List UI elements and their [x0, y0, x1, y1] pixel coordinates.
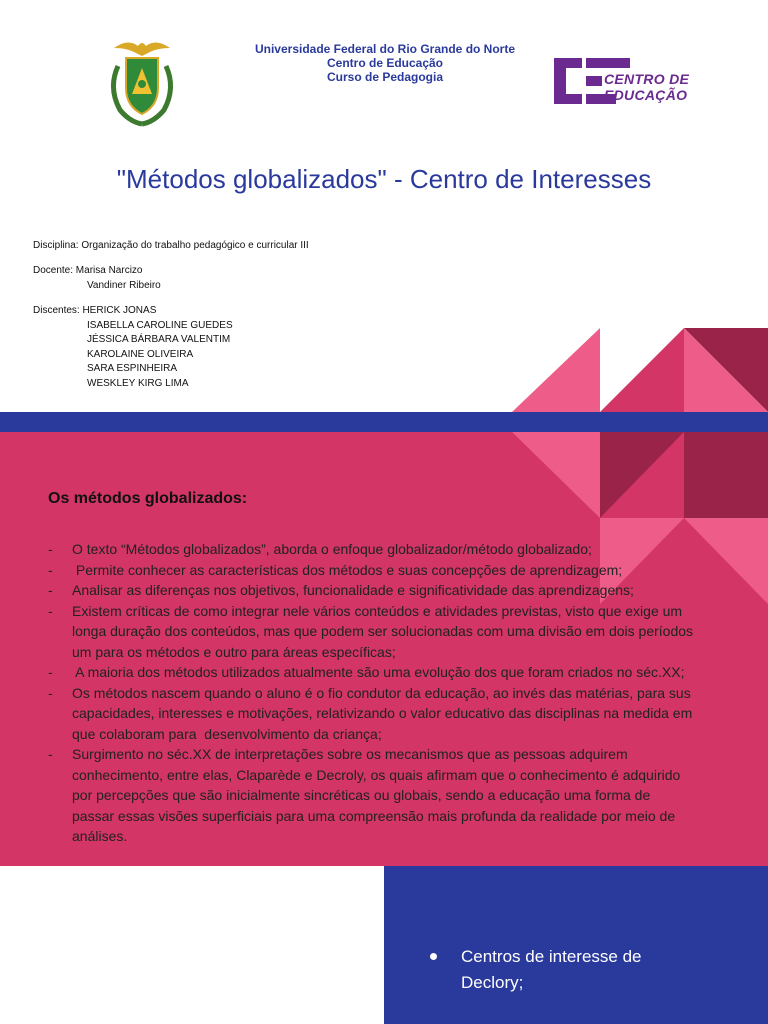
bullet-item-7: - Surgimento no séc.XX de interpretações sobre os mecanismos que as pessoas adquirem conhecimento, entre elas, Claparède e Decroly, os quais afirmam que o conhecimento é adquirido por percepções que são inicialmente sincréticas ou globais, sendo a educação uma forma de passar essas visões superficiais para uma compreensão mais profunda da realidade por meio de análises. — [48, 744, 748, 847]
bullet-line: conhecimento, entre elas, Claparède e Decroly, os quais afirmam que o conhecimento é adquirido — [72, 766, 681, 783]
bullet-item-4: - Existem críticas de como integrar nele vários conteúdos e atividades previstas, visto que exige um longa duração dos conteúdos, mas que podem ser solucionadas com uma divisão em dois períodos um para os métodos e outro para áreas específicas; — [48, 601, 748, 663]
docente-1: Docente: Marisa Narcizo — [33, 265, 143, 276]
discente-5: SARA ESPINHEIRA — [87, 363, 178, 374]
bullet-line: A maioria dos métodos utilizados atualmente são uma evolução dos que foram criados no séc.XX; — [72, 664, 685, 680]
bullet-line: O texto “Métodos globalizados”, aborda o enfoque globalizador/método globalizado; — [72, 541, 592, 557]
centros-line-1: Centros de interesse de — [461, 947, 642, 966]
bullet-line: um para os métodos e outro para áreas específicas; — [72, 643, 396, 660]
discentes-block — [33, 304, 233, 391]
bullet-dot-icon — [430, 953, 437, 960]
bullet-line: longa duração dos conteúdos, mas que podem ser solucionadas com uma divisão em dois períodos — [72, 623, 694, 639]
bullet-line: passar essas visões superficiais para uma compreensão mais profunda da realidade por meio de — [72, 807, 676, 824]
course-name: Curso de Pedagogia — [326, 70, 444, 84]
ce-logo-line-1: CENTRO DE — [604, 71, 690, 87]
bullet-item-1: - O texto “Métodos globalizados”, aborda o enfoque globalizador/método globalizado; — [48, 539, 748, 560]
bullet-list — [48, 539, 748, 847]
university-name: Universidade Federal do Rio Grande do Norte — [254, 42, 516, 56]
bullet-line: análises. — [72, 828, 128, 844]
bullet-line: que colaboram para desenvolvimento da criança; — [72, 725, 382, 742]
ce-logo-line-2: EDUCAÇÃO — [604, 87, 688, 103]
discente-1: Discentes: HERICK JONAS — [33, 305, 157, 316]
bullet-line: capacidades, interesses e motivações, relativizando o valor educativo das disciplinas na medida em — [72, 705, 693, 721]
bullet-item-3: - Analisar as diferenças nos objetivos, funcionalidade e significatividade das aprendizagens; — [48, 580, 748, 601]
centros-text — [461, 944, 721, 996]
centros-line-2: Declory; — [461, 973, 524, 992]
centro-educacao-logo-text — [604, 71, 689, 103]
discente-4: KAROLAINE OLIVEIRA — [87, 348, 194, 360]
university-crest-logo — [104, 36, 180, 128]
docente-2: Vandiner Ribeiro — [87, 279, 161, 291]
discente-2: ISABELLA CAROLINE GUEDES — [87, 319, 233, 331]
discente-6: WESKLEY KIRG LIMA — [87, 377, 189, 389]
page-title: "Métodos globalizados" - Centro de Interesses — [116, 164, 652, 194]
bullet-line: Surgimento no séc.XX de interpretações sobre os mecanismos que as pessoas adquirem — [72, 746, 628, 762]
bullet-line: por percepções que são inicialmente sincréticas ou globais, sendo a educação uma forma de — [72, 787, 651, 803]
center-name: Centro de Educação — [326, 56, 444, 70]
discente-3: JÉSSICA BÁRBARA VALENTIM — [87, 334, 231, 345]
bullet-line: Analisar as diferenças nos objetivos, funcionalidade e significatividade das aprendizagens; — [72, 582, 634, 598]
bullet-line: Permite conhecer as características dos métodos e suas concepções de aprendizagem; — [72, 561, 623, 578]
bullet-line: Existem críticas de como integrar nele vários conteúdos e atividades previstas, visto que exige um — [72, 602, 683, 619]
bullet-item-5: - A maioria dos métodos utilizados atualmente são uma evolução dos que foram criados no séc.XX; — [48, 662, 748, 683]
disciplina-line: Disciplina: Organização do trabalho pedagógico e curricular III — [33, 240, 309, 251]
section-title: Os métodos globalizados: — [48, 490, 248, 507]
bullet-item-6: - Os métodos nascem quando o aluno é o fio condutor da educação, ao invés das matérias, para sus capacidades, interesses e motivações, relativizando o valor educativo das disciplinas na medida em que colaboram para desenvolvimento da criança; — [48, 683, 748, 745]
bullet-item-2: - Permite conhecer as características dos métodos e suas concepções de aprendizagem; — [48, 560, 748, 581]
bullet-line: Os métodos nascem quando o aluno é o fio condutor da educação, ao invés das matérias, para sus — [72, 684, 691, 701]
docentes-block — [33, 264, 161, 293]
university-heading — [220, 42, 550, 84]
